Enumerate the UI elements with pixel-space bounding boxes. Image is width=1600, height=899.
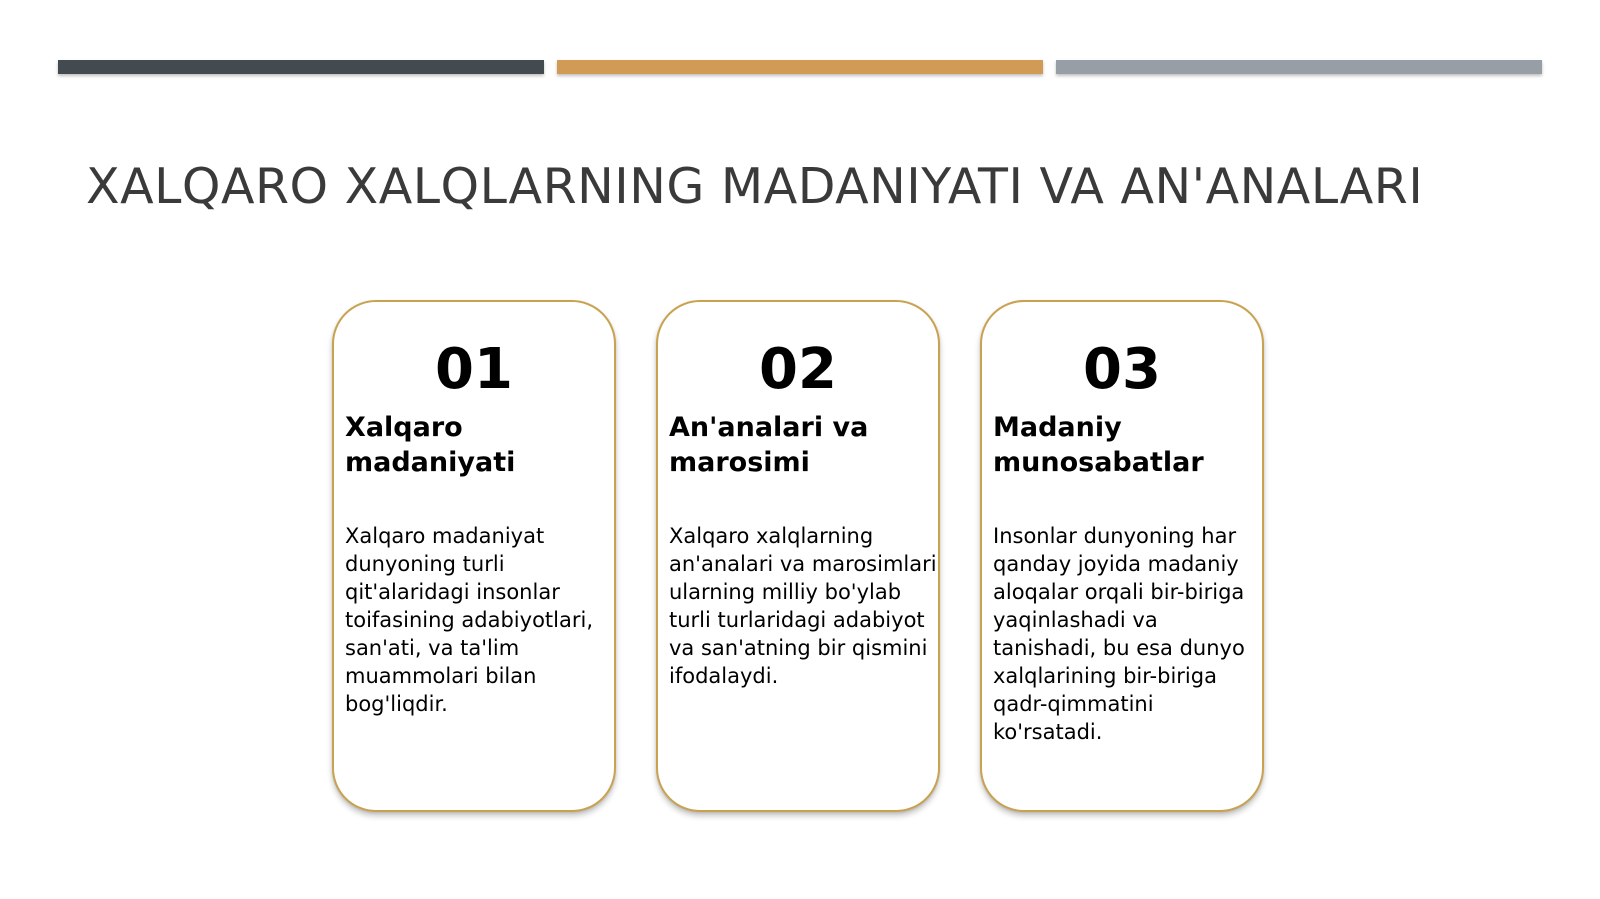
card-heading: Xalqaro madaniyati (345, 412, 516, 478)
decorative-bar-orange (557, 60, 1043, 74)
card-heading: An'analari va marosimi (669, 412, 869, 478)
card-1 (332, 300, 616, 812)
card-2 (656, 300, 940, 812)
decorative-bar-gray (1056, 60, 1542, 74)
card-body-text: Insonlar dunyoning har qanday joyida madaniy aloqalar orqali bir-biriga yaqinlashadi va tanishadi, bu esa dunyo xalqlarining bir-biriga qadr-qimmatini ko'rsatadi. (993, 524, 1245, 744)
card-body-text: Xalqaro xalqlarning an'analari va marosimlari ularning milliy bo'ylab turli turlaridagi adabiyot va san'atning bir qismini ifodalaydi. (669, 524, 937, 688)
decorative-bar-dark (58, 60, 544, 74)
card-heading: Madaniy munosabatlar (993, 412, 1204, 478)
slide-title: XALQARO XALQLARNING MADANIYATI VA AN'ANALARI (86, 158, 1424, 215)
top-decorative-bars (58, 60, 1542, 74)
card-3 (980, 300, 1264, 812)
card-number: 01 (435, 337, 513, 402)
card-body-text: Xalqaro madaniyat dunyoning turli qit'alaridagi insonlar toifasining adabiyotlari, san'ati, va ta'lim muammolari bilan bog'liqdir. (345, 524, 594, 716)
card-number: 02 (759, 337, 837, 402)
card-number: 03 (1083, 337, 1161, 402)
